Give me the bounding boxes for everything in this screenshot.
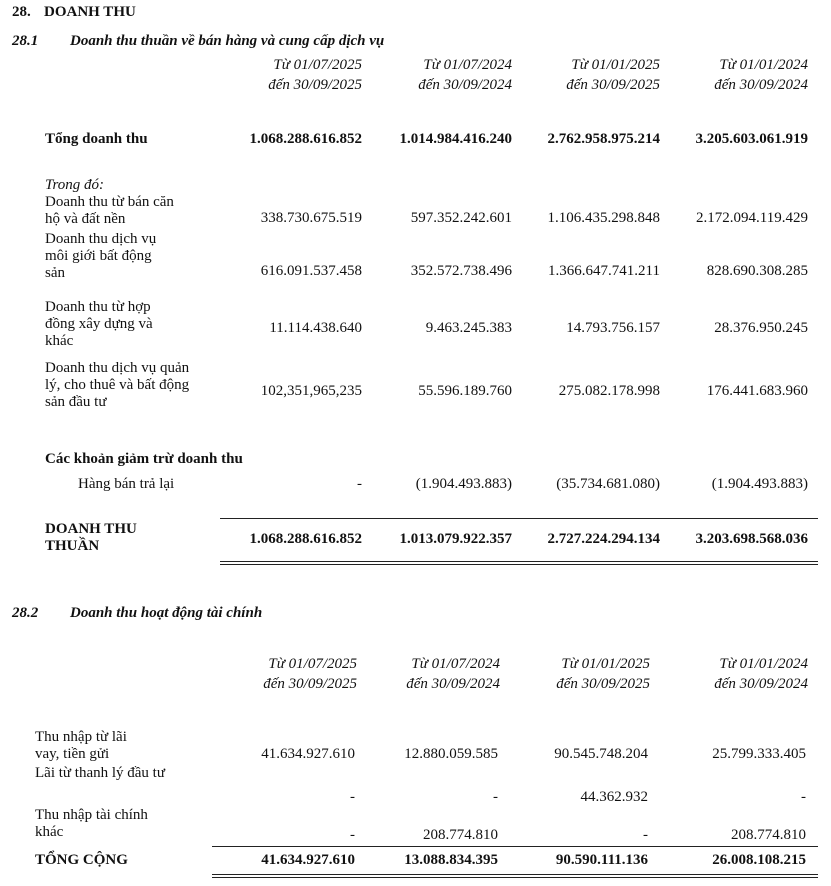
divider [220, 518, 818, 519]
row-label: Doanh thu dịch vụ quản lý, cho thuê và bất động sản đầu tư [45, 360, 190, 410]
row-label: Doanh thu từ hợp đồng xây dựng và khác [45, 299, 153, 349]
cell-value: 102,351,965,235 [260, 383, 362, 399]
row-label: Lãi từ thanh lý đầu tư [35, 765, 165, 781]
cell-value: - [350, 827, 355, 843]
divider [220, 561, 818, 562]
cell-value: (1.904.493.883) [415, 476, 512, 492]
cell-value: 176.441.683.960 [706, 383, 808, 399]
row-label: Doanh thu dịch vụ môi giới bất động sản [45, 231, 157, 281]
divider [220, 564, 818, 565]
divider [212, 846, 818, 847]
section-number: 28. [12, 4, 31, 20]
cell-value: 2.727.224.294.134 [547, 531, 660, 547]
column-header: Từ 01/01/2024 đến 30/09/2024 [714, 57, 808, 93]
cell-value: 2.762.958.975.214 [547, 131, 660, 147]
cell-value: 597.352.242.601 [410, 210, 512, 226]
cell-value: 41.634.927.610 [261, 852, 355, 868]
cell-value: 1.068.288.616.852 [249, 531, 362, 547]
cell-value: 352.572.738.496 [410, 263, 512, 279]
cell-value: (35.734.681.080) [556, 476, 660, 492]
cell-value: - [357, 476, 362, 492]
cell-value: 1.013.079.922.357 [399, 531, 512, 547]
cell-value: 3.203.698.568.036 [695, 531, 808, 547]
column-header: Từ 01/01/2024 đến 30/09/2024 [714, 656, 808, 692]
cell-value: 616.091.537.458 [260, 263, 362, 279]
cell-value: 1.366.647.741.211 [548, 263, 660, 279]
column-header: Từ 01/07/2025 đến 30/09/2025 [263, 656, 357, 692]
subsection-number: 28.2 [12, 605, 39, 621]
row-label: Hàng bán trả lại [78, 476, 175, 492]
column-header: Từ 01/01/2025 đến 30/09/2025 [566, 57, 660, 93]
cell-value: - [801, 789, 806, 805]
cell-value: - [643, 827, 648, 843]
row-label: Thu nhập tài chính khác [35, 807, 148, 840]
cell-value: 9.463.245.383 [425, 320, 512, 336]
row-label: Tổng doanh thu [45, 131, 148, 147]
cell-value: 90.545.748.204 [554, 746, 648, 762]
cell-value: 2.172.094.119.429 [696, 210, 808, 226]
deductions-heading: Các khoản giảm trừ doanh thu [45, 451, 243, 467]
cell-value: 41.634.927.610 [261, 746, 355, 762]
divider [212, 877, 818, 878]
cell-value: 1.014.984.416.240 [399, 131, 512, 147]
cell-value: 208.774.810 [731, 827, 806, 843]
cell-value: 1.106.435.298.848 [547, 210, 660, 226]
cell-value: 275.082.178.998 [558, 383, 660, 399]
subsection-title: Doanh thu hoạt động tài chính [70, 605, 263, 621]
of-which-label: Trong đó: [45, 177, 105, 193]
cell-value: 828.690.308.285 [706, 263, 808, 279]
cell-value: 14.793.756.157 [566, 320, 660, 336]
row-label: TỔNG CỘNG [35, 852, 128, 868]
section-title: DOANH THU [44, 4, 136, 20]
divider [212, 874, 818, 875]
column-header: Từ 01/07/2025 đến 30/09/2025 [268, 57, 362, 93]
row-label: Thu nhập từ lãi vay, tiền gửi [35, 729, 127, 762]
subsection-number: 28.1 [12, 33, 39, 49]
cell-value: (1.904.493.883) [711, 476, 808, 492]
column-header: Từ 01/07/2024 đến 30/09/2024 [406, 656, 500, 692]
cell-value: 25.799.333.405 [712, 746, 806, 762]
column-header: Từ 01/07/2024 đến 30/09/2024 [418, 57, 512, 93]
cell-value: 3.205.603.061.919 [695, 131, 808, 147]
cell-value: 44.362.932 [580, 789, 648, 805]
row-label: Doanh thu từ bán căn hộ và đất nền [45, 194, 174, 227]
cell-value: 1.068.288.616.852 [249, 131, 362, 147]
cell-value: 13.088.834.395 [404, 852, 498, 868]
column-header: Từ 01/01/2025 đến 30/09/2025 [556, 656, 650, 692]
subsection-title: Doanh thu thuần về bán hàng và cung cấp dịch vụ [70, 33, 385, 49]
cell-value: - [350, 789, 355, 805]
cell-value: 26.008.108.215 [712, 852, 806, 868]
cell-value: 12.880.059.585 [404, 746, 498, 762]
row-label: DOANH THU THUẦN [45, 521, 137, 554]
cell-value: - [493, 789, 498, 805]
cell-value: 55.596.189.760 [418, 383, 512, 399]
cell-value: 11.114.438.640 [269, 320, 362, 336]
cell-value: 208.774.810 [423, 827, 498, 843]
cell-value: 90.590.111.136 [555, 852, 648, 868]
cell-value: 338.730.675.519 [260, 210, 362, 226]
cell-value: 28.376.950.245 [714, 320, 808, 336]
